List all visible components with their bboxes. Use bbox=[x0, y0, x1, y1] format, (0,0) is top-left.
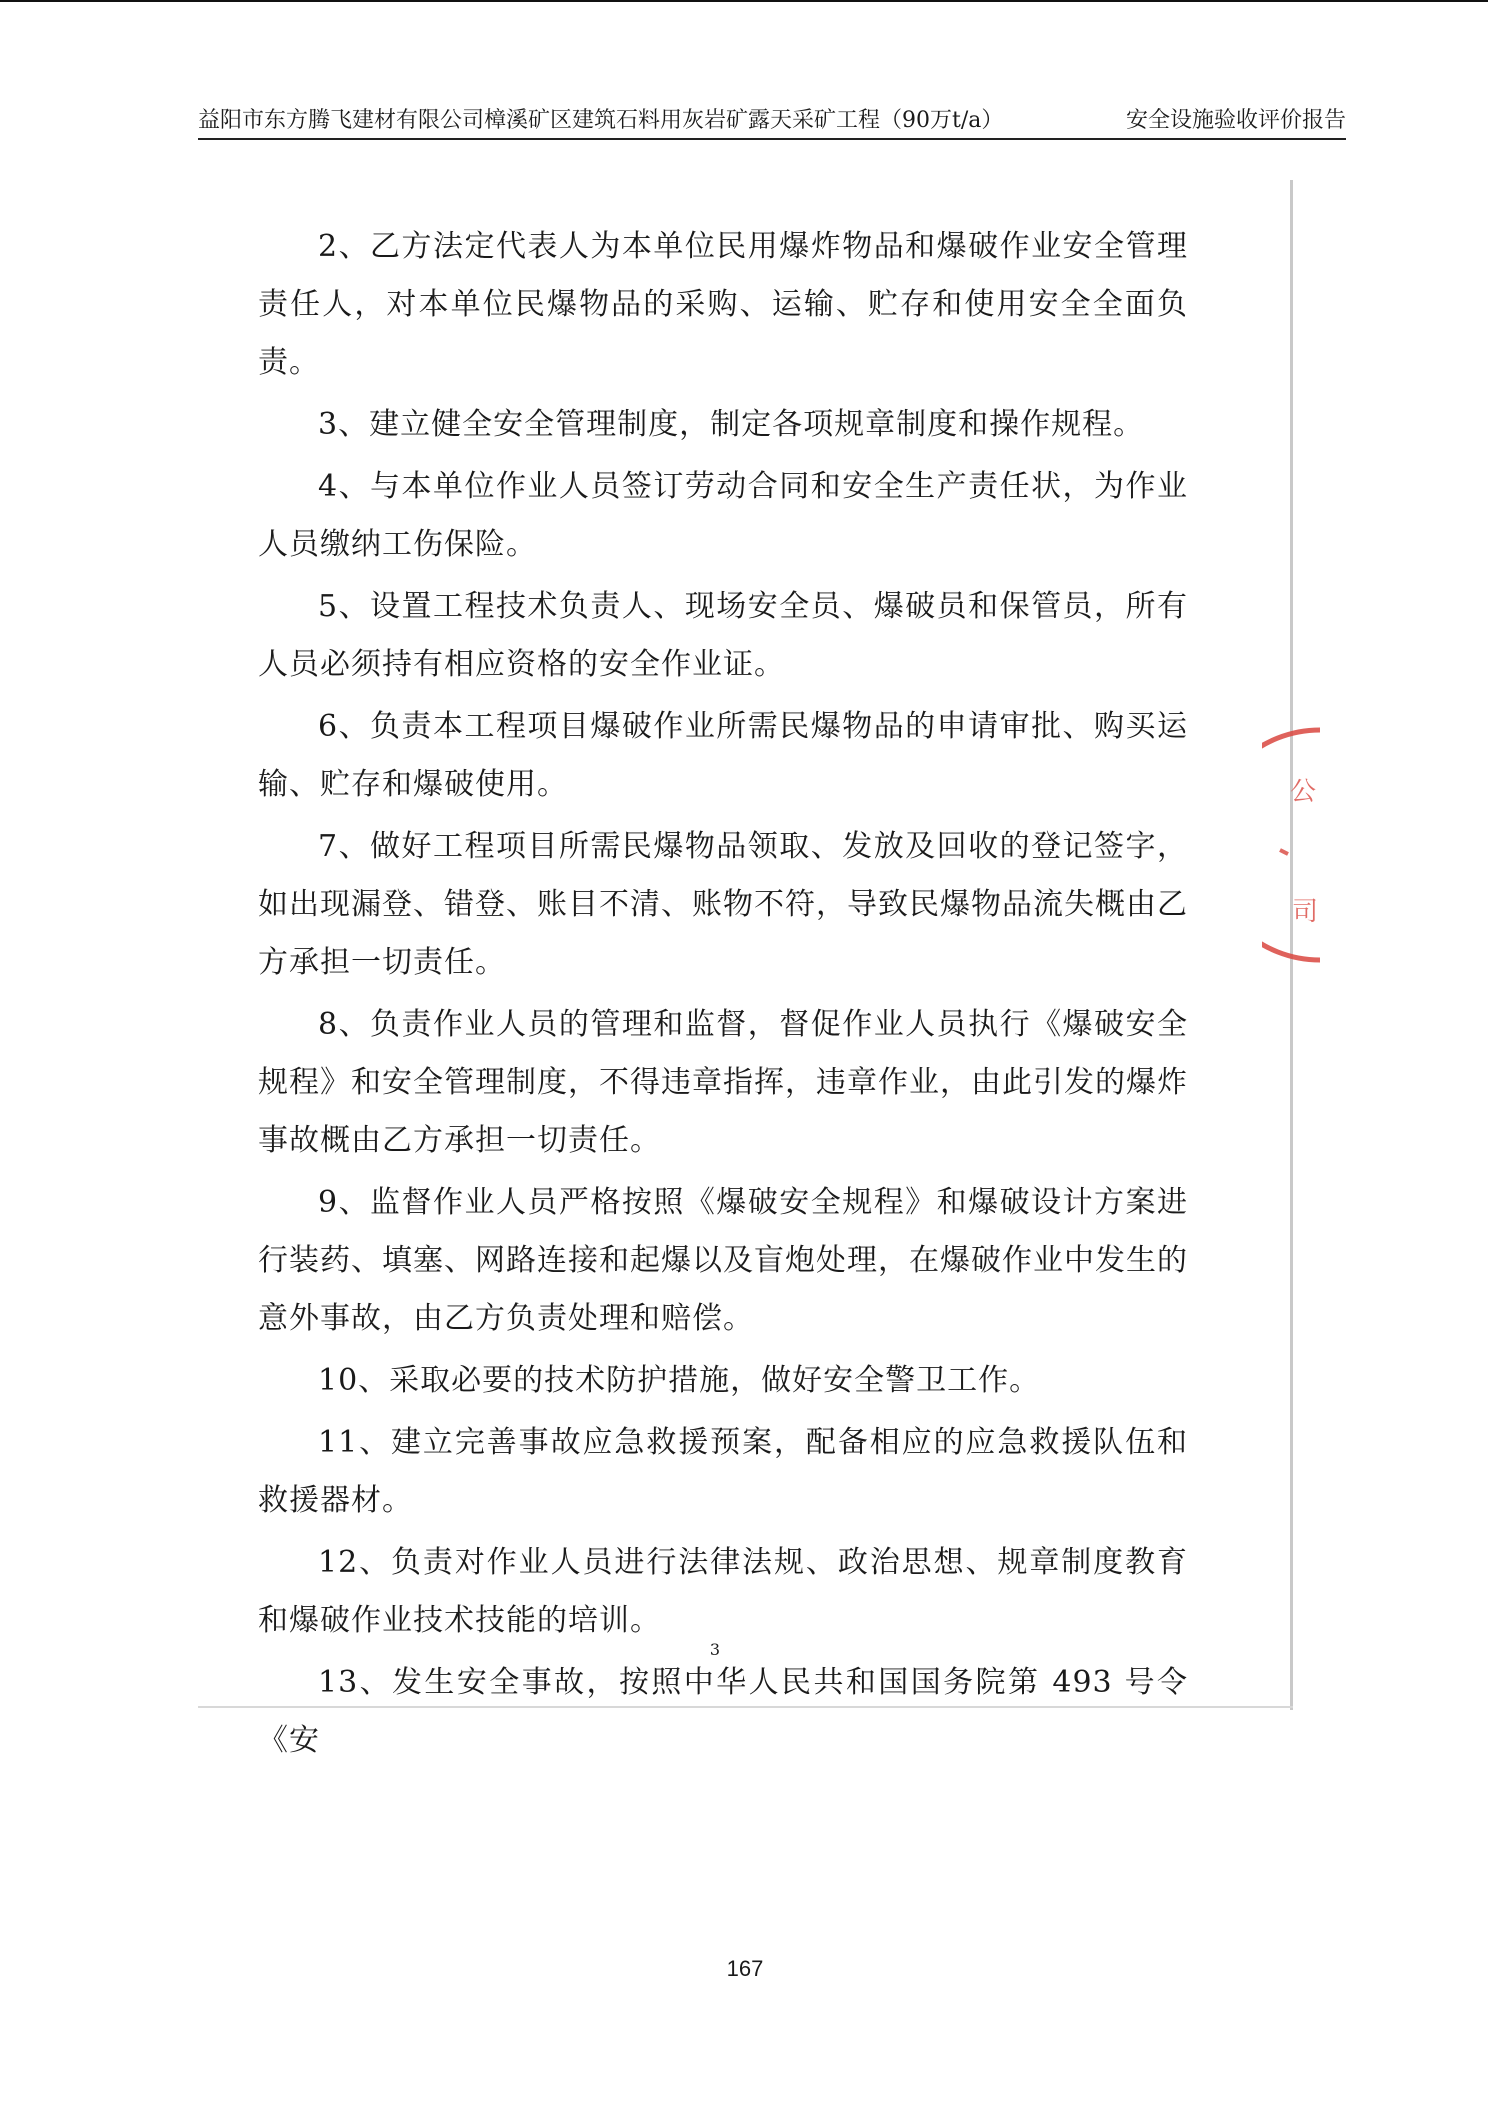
seal-glyph-1: 公 bbox=[1290, 777, 1317, 807]
page-number: 167 bbox=[726, 1956, 764, 1981]
clause-4: 4、与本单位作业人员签订劳动合同和安全生产责任状，为作业人员缴纳工伤保险。 bbox=[258, 469, 1188, 562]
page-header bbox=[198, 104, 1346, 140]
seal-mark bbox=[1280, 850, 1288, 854]
company-seal-stamp bbox=[1262, 720, 1322, 970]
clause-13: 13、发生安全事故，按照中华人民共和国国务院第 493 号令《安 bbox=[258, 1665, 1188, 1758]
clause-3: 3、建立健全安全管理制度，制定各项规章制度和操作规程。 bbox=[318, 407, 1145, 442]
clause-5: 5、设置工程技术负责人、现场安全员、爆破员和保管员，所有人员必须持有相应资格的安全作业证。 bbox=[258, 589, 1188, 682]
scan-page-number: 3 bbox=[709, 1640, 721, 1659]
page-top-border bbox=[0, 0, 1488, 2]
clause-7: 7、做好工程项目所需民爆物品领取、发放及回收的登记签字，如出现漏登、错登、账目不清、账物不符，导致民爆物品流失概由乙方承担一切责任。 bbox=[258, 829, 1188, 980]
clause-6: 6、负责本工程项目爆破作业所需民爆物品的申请审批、购买运输、贮存和爆破使用。 bbox=[258, 709, 1188, 802]
header-project-title: 益阳市东方腾飞建材有限公司樟溪矿区建筑石料用灰岩矿露天采矿工程（90万t/a） bbox=[198, 108, 1004, 133]
clause-9: 9、监督作业人员严格按照《爆破安全规程》和爆破设计方案进行装药、填塞、网路连接和起爆以及盲炮处理，在爆破作业中发生的意外事故，由乙方负责处理和赔偿。 bbox=[258, 1185, 1188, 1336]
seal-glyph-2: 司 bbox=[1292, 897, 1319, 927]
clause-12: 12、负责对作业人员进行法律法规、政治思想、规章制度教育和爆破作业技术技能的培训。 bbox=[258, 1545, 1188, 1638]
clause-2: 2、乙方法定代表人为本单位民用爆炸物品和爆破作业安全管理责任人，对本单位民爆物品的采购、运输、贮存和使用安全全面负责。 bbox=[258, 229, 1188, 380]
clause-8: 8、负责作业人员的管理和监督，督促作业人员执行《爆破安全规程》和安全管理制度，不得违章指挥，违章作业，由此引发的爆炸事故概由乙方承担一切责任。 bbox=[258, 1007, 1188, 1158]
clause-11: 11、建立完善事故应急救援预案，配备相应的应急救援队伍和救援器材。 bbox=[258, 1425, 1188, 1518]
header-report-name: 安全设施验收评价报告 bbox=[1125, 108, 1346, 133]
document-body bbox=[258, 218, 1188, 1774]
clause-10: 10、采取必要的技术防护措施，做好安全警卫工作。 bbox=[318, 1363, 1041, 1398]
